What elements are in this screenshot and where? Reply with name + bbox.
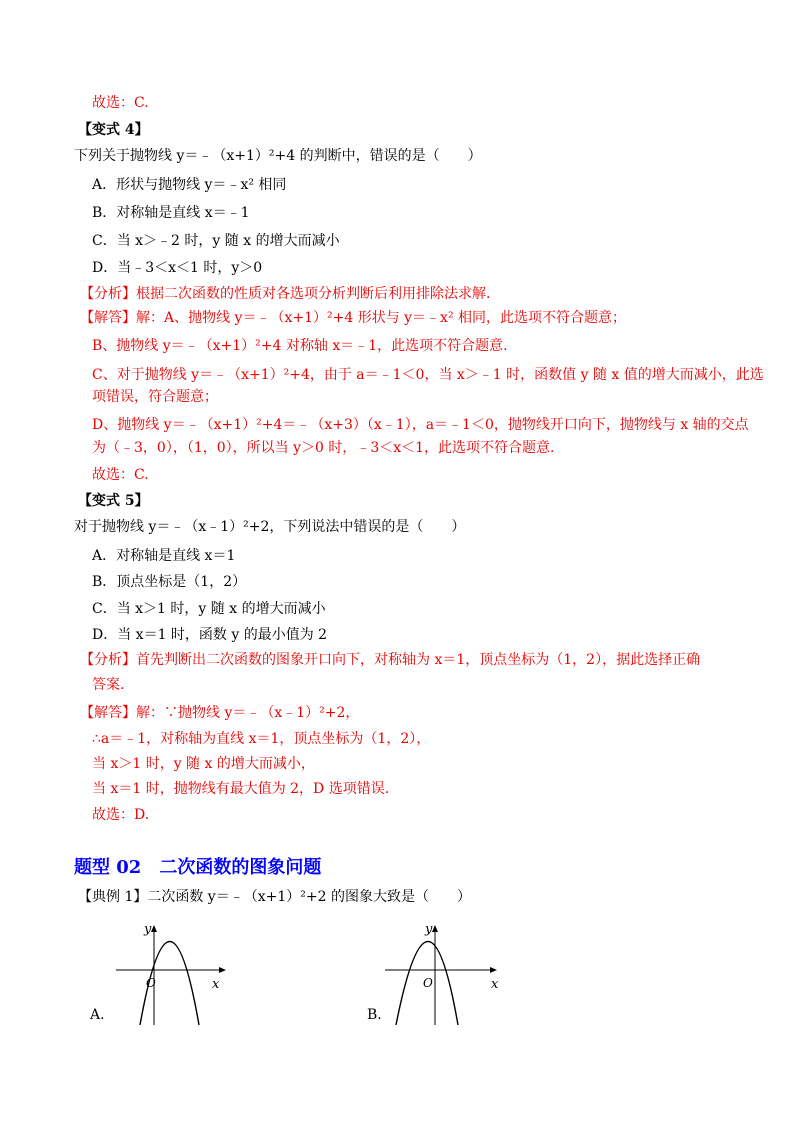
solution-line: 为（﹣3，0），（1，0），所以当 y＞0 时，﹣3＜x＜1，此选项不符合题意. xyxy=(92,440,555,456)
solution-line: 当 x＞1 时，y 随 x 的增大而减小， xyxy=(92,756,315,772)
analysis-line: 【分析】首先判断出二次函数的图象开口向下，对称轴为 x＝1，顶点坐标为（1，2），据此选择正确 xyxy=(80,652,701,668)
solution-line: 【解答】解：∵抛物线 y＝﹣（x﹣1）²+2， xyxy=(80,705,360,721)
option-c: C．当 x＞1 时，y 随 x 的增大而减小 xyxy=(92,601,326,617)
solution-line: 项错误，符合题意； xyxy=(92,389,218,405)
analysis-line: 答案. xyxy=(92,677,125,693)
x-axis-label: x xyxy=(212,977,220,992)
origin-label: O xyxy=(146,976,156,990)
option-d: D．当 x＝1 时，函数 y 的最小值为 2 xyxy=(92,627,328,643)
graph-option-b xyxy=(363,913,513,1033)
origin-label: O xyxy=(423,976,433,990)
solution-line: C、对于抛物线 y＝﹣（x+1）²+4，由于 a＝﹣1＜0，当 x＞﹣1 时，函数值 y 随 x 值的增大而减小，此选 xyxy=(92,367,764,383)
option-a: A．形状与抛物线 y＝﹣x² 相同 xyxy=(92,177,287,193)
solution-line: 【解答】解：A、抛物线 y＝﹣（x+1）²+4 形状与 y＝﹣x² 相同，此选项不符合题意； xyxy=(80,310,627,326)
solution-line: B、抛物线 y＝﹣（x+1）²+4 对称轴 x＝﹣1，此选项不符合题意. xyxy=(92,338,508,354)
solution-line: D、抛物线 y＝﹣（x+1）²+4＝﹣（x+3）（x﹣1），a＝﹣1＜0，抛物线开口向下，抛物线与 x 轴的交点 xyxy=(92,417,749,433)
answer-line: 故选：C. xyxy=(92,467,149,483)
analysis-line: 【分析】根据二次函数的性质对各选项分析判断后利用排除法求解. xyxy=(80,286,491,302)
solution-line: ∴a＝﹣1，对称轴为直线 x＝1，顶点坐标为（1，2）， xyxy=(92,731,431,747)
section-title: 题型 02 二次函数的图象问题 xyxy=(74,857,322,878)
question-stem: 下列关于抛物线 y＝﹣（x+1）²+4 的判断中，错误的是（ ） xyxy=(74,148,482,164)
option-c: C．当 x＞﹣2 时，y 随 x 的增大而减小 xyxy=(92,233,340,249)
option-d: D．当﹣3＜x＜1 时，y＞0 xyxy=(92,260,263,276)
option-b: B．顶点坐标是（1，2） xyxy=(92,574,247,590)
option-b: B．对称轴是直线 x＝﹣1 xyxy=(92,205,250,221)
option-label: A. xyxy=(90,1007,105,1023)
solution-line: 当 x＝1 时，抛物线有最大值为 2，D 选项错误. xyxy=(92,781,390,797)
x-axis-label: x xyxy=(491,977,499,992)
option-label: B. xyxy=(367,1007,382,1023)
example-question: 【典例 1】二次函数 y＝﹣（x+1）²+2 的图象大致是（ ） xyxy=(78,889,471,905)
graph-option-a xyxy=(86,913,236,1033)
y-axis-label: y xyxy=(425,922,433,937)
question-stem: 对于抛物线 y＝﹣（x﹣1）²+2，下列说法中错误的是（ ） xyxy=(74,519,466,535)
section-heading-variant-5: 【变式 5】 xyxy=(78,493,149,509)
section-heading-variant-4: 【变式 4】 xyxy=(78,122,149,138)
answer-line: 故选：D. xyxy=(92,807,150,823)
answer-line: 故选：C. xyxy=(92,95,149,111)
option-a: A．对称轴是直线 x＝1 xyxy=(92,548,236,564)
y-axis-label: y xyxy=(144,922,152,937)
